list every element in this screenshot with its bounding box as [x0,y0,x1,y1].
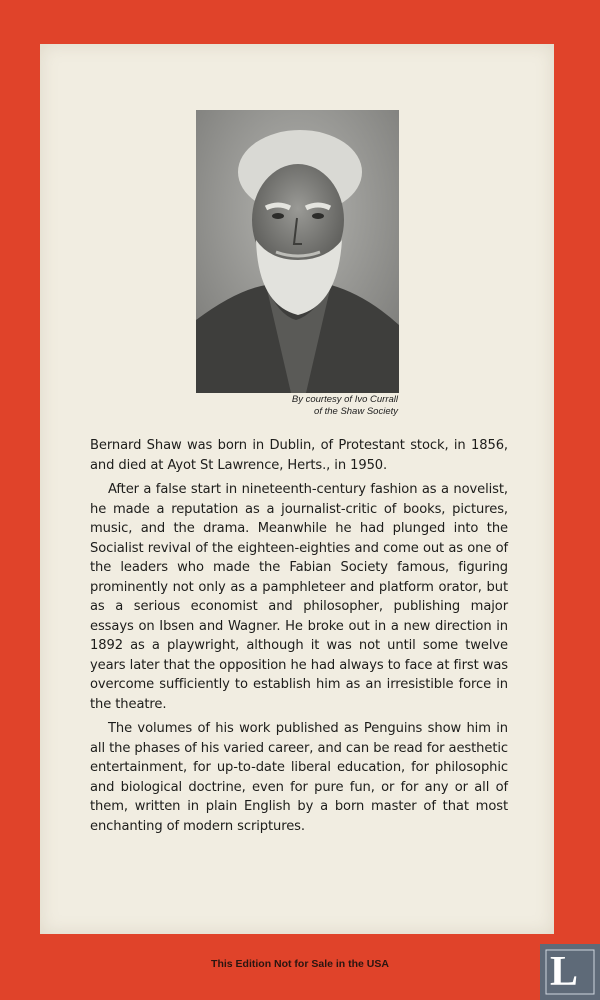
back-cover-panel [40,44,554,934]
sale-restriction-notice: This Edition Not for Sale in the USA [211,958,389,970]
author-biography [90,436,508,841]
caption-line-1: By courtesy of Ivo Currall [291,394,398,405]
bio-paragraph-3: The volumes of his work published as Penguins show him in all the phases of his varied career, and can be read for aesthetic entertainment, for up-to-date liberal education, for philosophic and biological doctrine, even for pure fun, or for any or all of them, written in plain English by a born master of that most enchanting of modern scriptures. [90,721,508,834]
publisher-logo [540,944,600,1000]
bio-paragraph-1: Bernard Shaw was born in Dublin, of Protestant stock, in 1856, and died at Ayot St Lawrence, Herts., in 1950. [90,438,508,473]
caption-line-2: of the Shaw Society [314,406,398,417]
logo-letter: L [550,949,579,995]
photo-caption [190,394,398,418]
author-portrait-photo [196,110,399,393]
bio-paragraph-2: After a false start in nineteenth-century fashion as a novelist, he made a reputation as a journalist-critic of books, pictures, music, and the drama. Meanwhile he had plunged into the Socialist revival of the eighteen-eighties and come out as one of the leaders who made the Fabian Society famous, figuring prominently not only as a pamphleteer and platform orator, but as a serious economist and philosopher, publishing major essays on Ibsen and Wagner. He broke out in a new direction in 1892 as a playwright, although it was not until some twelve years later that the opposition he had always to face at first was overcome sufficiently to establish him as an irresistible force in the theatre. [90,482,508,712]
